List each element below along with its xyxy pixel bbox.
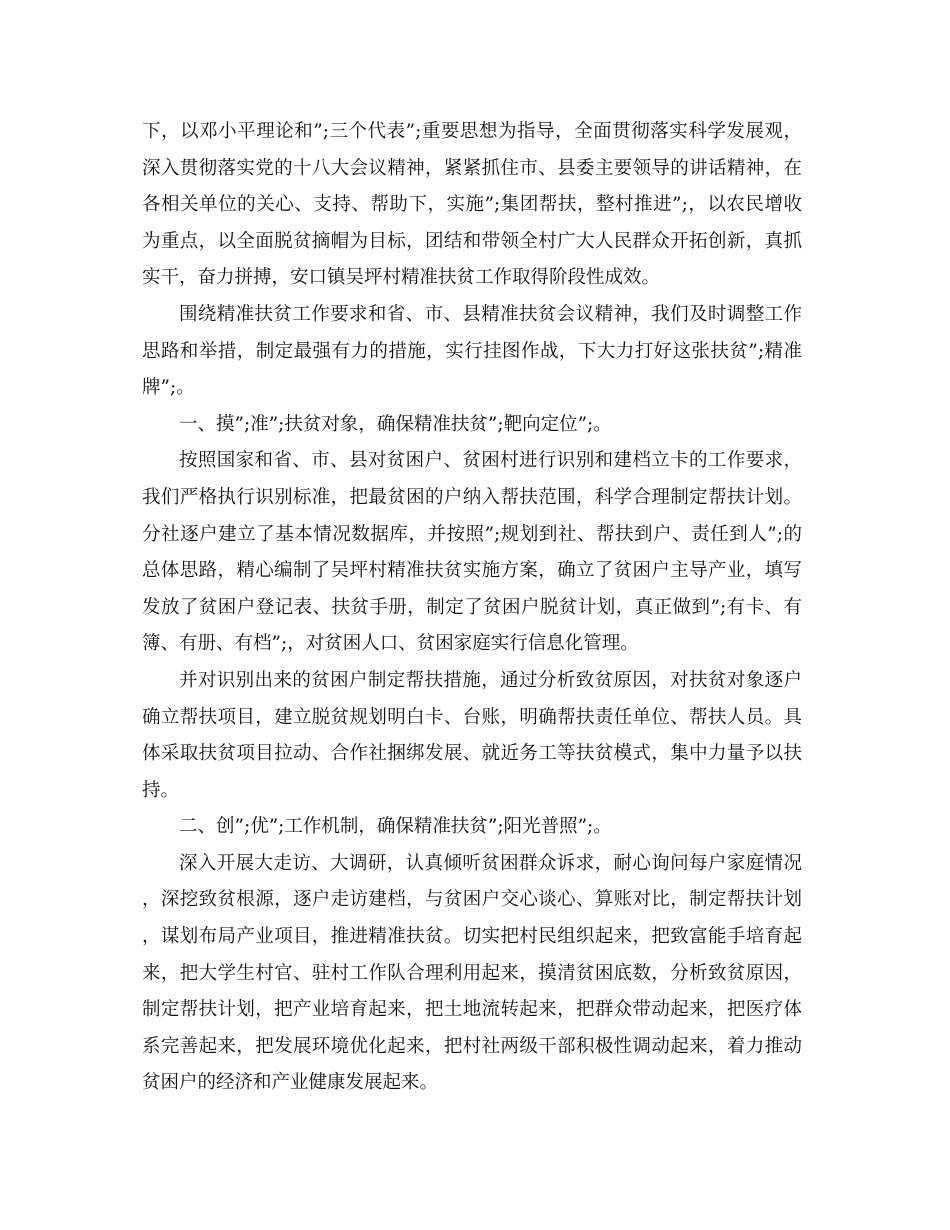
paragraph-2: 围绕精准扶贫工作要求和省、市、县精准扶贫会议精神，我们及时调整工作思路和举措，制定最强有力的措施，实行挂图作战，下大力打好这张扶贫”;精准牌”;。 (142, 303, 802, 399)
section-heading-1: 一、摸”;准”;扶贫对象，确保精准扶贫”;靶向定位”;。 (179, 413, 612, 435)
document-body (142, 114, 802, 1102)
section-heading-2: 二、创”;优”;工作机制，确保精准扶贫”;阳光普照”;。 (179, 816, 612, 838)
paragraph-4: 并对识别出来的贫困户制定帮扶措施，通过分析致贫原因，对扶贫对象逐户确立帮扶项目，建立脱贫规划明白卡、台账，明确帮扶责任单位、帮扶人员。具体采取扶贫项目拉动、合作社捆绑发展、就近务工等扶贫模式，集中力量予以扶持。 (142, 669, 802, 801)
paragraph-1: 下，以邓小平理论和”;三个代表”;重要思想为指导，全面贯彻落实科学发展观，深入贯彻落实党的十八大会议精神，紧紧抓住市、县委主要领导的讲话精神，在各相关单位的关心、支持、帮助下，实施”;集团帮扶，整村推进”;，以农民增收为重点，以全面脱贫摘帽为目标，团结和带领全村广大人民群众开拓创新，真抓实干，奋力拼搏，安口镇吴坪村精准扶贫工作取得阶段性成效。 (142, 121, 802, 289)
paragraph-3: 按照国家和省、市、县对贫困户、贫困村进行识别和建档立卡的工作要求，我们严格执行识别标准，把最贫困的户纳入帮扶范围，科学合理制定帮扶计划。分社逐户建立了基本情况数据库，并按照”;规划到社、帮扶到户、责任到人”;的总体思路，精心编制了吴坪村精准扶贫实施方案，确立了贫困户主导产业，填写发放了贫困户登记表、扶贫手册，制定了贫困户脱贫计划，真正做到”;有卡、有簿、有册、有档”;，对贫困人口、贫困家庭实行信息化管理。 (142, 450, 802, 655)
paragraph-5: 深入开展大走访、大调研，认真倾听贫困群众诉求，耐心询问每户家庭情况，深挖致贫根源，逐户走访建档，与贫困户交心谈心、算账对比，制定帮扶计划，谋划布局产业项目，推进精准扶贫。切实把村民组织起来，把致富能手培育起来，把大学生村官、驻村工作队合理利用起来，摸清贫困底数，分析致贫原因，制定帮扶计划，把产业培育起来，把土地流转起来，把群众带动起来，把医疗体系完善起来，把发展环境优化起来，把村社两级干部积极性调动起来，着力推动贫困户的经济和产业健康发展起来。 (142, 852, 802, 1094)
